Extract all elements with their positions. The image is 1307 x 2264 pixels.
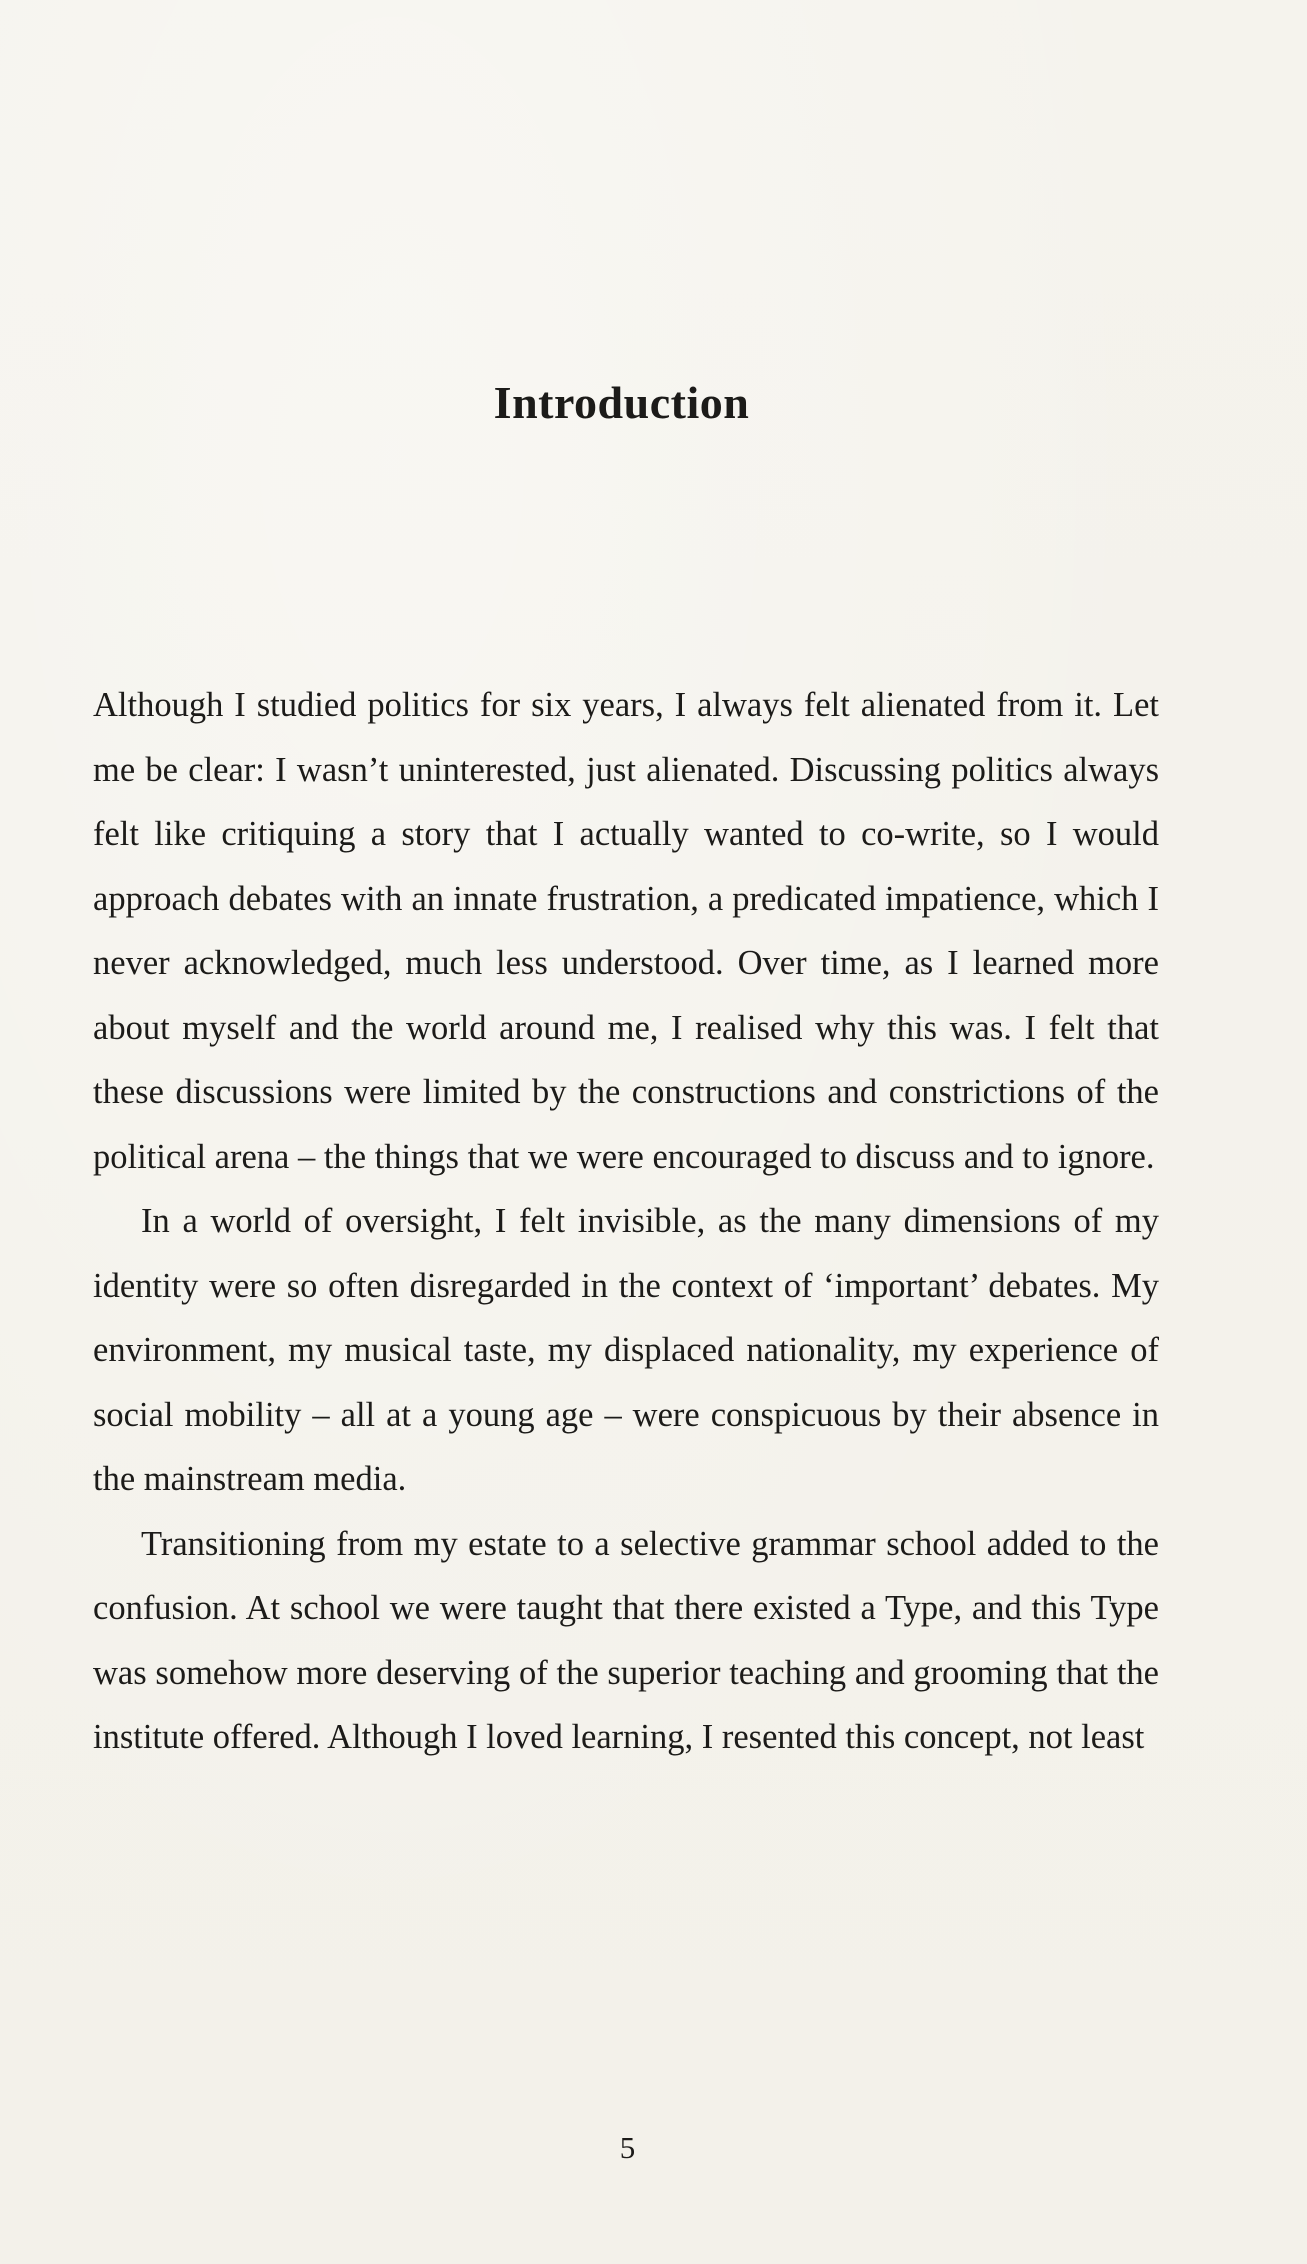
paragraph-3: Transitioning from my estate to a selective grammar school added to the confusion. At school we were taught that there existed a Type, and this Type was somehow more deserving of the superior teaching and grooming that the institute offered. Although I loved learning, I resented this concept, not least (93, 1524, 1159, 1756)
paragraph-1: Although I studied politics for six years, I always felt alienated from it. Let me be clear: I wasn’t uninterested, just alienated. Discussing politics always felt like critiquing a story that I actually wanted to co-write, so I would approach debates with an innate frustration, a predicated impatience, which I never acknowledged, much less understood. Over time, as I learned more about myself and the world around me, I realised why this was. I felt that these discussions were limited by the constructions and constrictions of the political arena – the things that we were encouraged to discuss and to ignore. (93, 686, 1159, 1176)
page-number: 5 (619, 2130, 636, 2165)
paragraph-2: In a world of oversight, I felt invisible, as the many dimensions of my identity were so often disregarded in the context of ‘important’ debates. My environment, my musical taste, my displaced nationality, my experience of social mobility – all at a young age – were conspicuous by their absence in the mainstream media. (93, 1202, 1159, 1498)
chapter-title: Introduction (493, 377, 750, 428)
body-text (93, 673, 1159, 1770)
